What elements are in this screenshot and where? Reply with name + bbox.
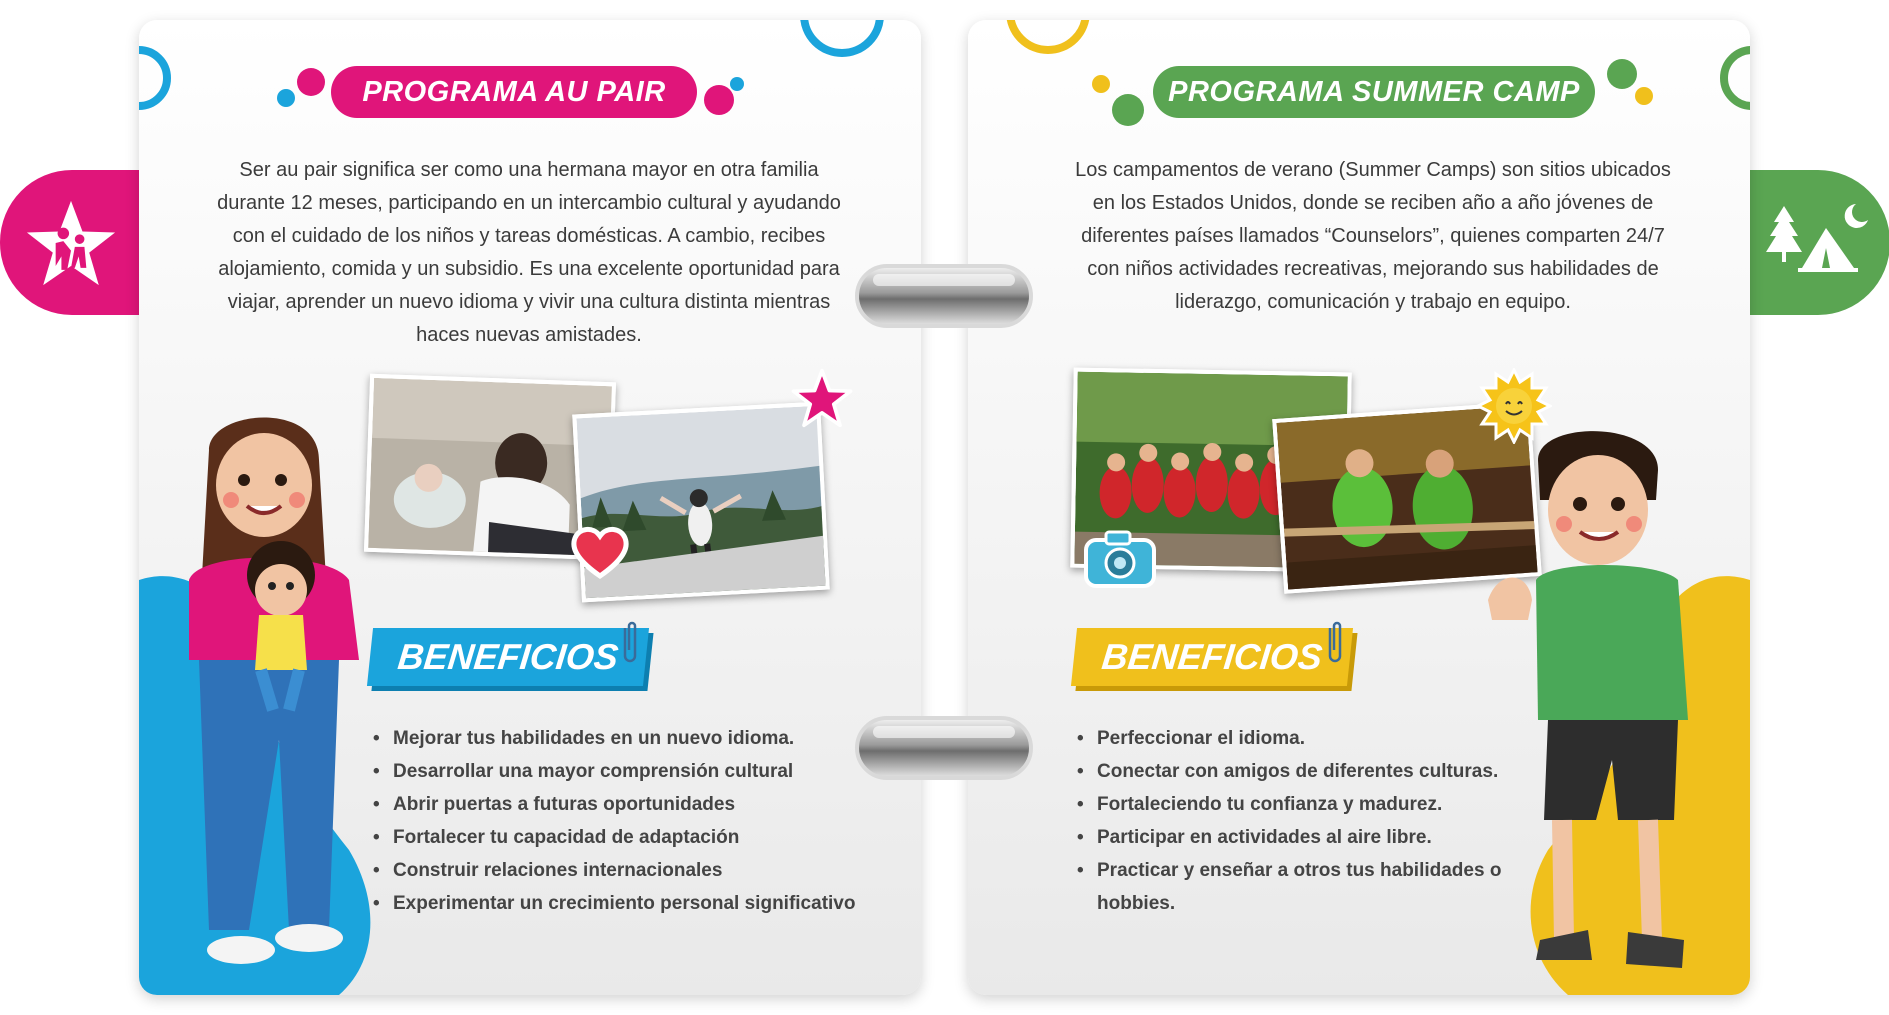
summer-camp-side-tab[interactable] bbox=[1748, 170, 1889, 315]
au-pair-benefits-heading: BENEFICIOS bbox=[367, 628, 649, 686]
camera-sticker-icon bbox=[1082, 526, 1158, 590]
paperclip-icon bbox=[619, 620, 641, 664]
list-item: • Fortalecer tu capacidad de adaptación bbox=[371, 821, 911, 854]
list-item: • Construir relaciones internacionales bbox=[371, 854, 911, 887]
list-item: • Practicar y enseñar a otros tus habilidades o hobbies. bbox=[1075, 854, 1515, 920]
au-pair-title: PROGRAMA AU PAIR bbox=[331, 66, 697, 118]
list-item: • Desarrollar una mayor comprensión cultural bbox=[371, 755, 911, 788]
summer-camp-title: PROGRAMA SUMMER CAMP bbox=[1153, 66, 1595, 118]
list-item: • Fortaleciendo tu confianza y madurez. bbox=[1075, 788, 1515, 821]
list-item: • Abrir puertas a futuras oportunidades bbox=[371, 788, 911, 821]
au-pair-page bbox=[139, 20, 921, 995]
list-item: • Experimentar un crecimiento personal significativo bbox=[371, 887, 911, 920]
au-pair-side-tab[interactable] bbox=[0, 170, 142, 315]
summer-camp-benefits-list bbox=[1075, 722, 1515, 920]
au-pair-description: Ser au pair significa ser como una hermana mayor en otra familia durante 12 meses, participando en un intercambio cultural y ayudando con el cuidado de los niños y tareas domésticas. A cambio, recibes alojamiento, comida y un subsidio. Es una excelente oportunidad para viajar, aprender un nuevo idioma y vivir una cultura distinta mientras haces nuevas amistades. bbox=[217, 159, 841, 346]
list-item: • Conectar con amigos de diferentes culturas. bbox=[1075, 755, 1515, 788]
family-star-icon bbox=[23, 197, 119, 289]
list-item: • Participar en actividades al aire libre. bbox=[1075, 821, 1515, 854]
summer-camp-description: Los campamentos de verano (Summer Camps) son sitios ubicados en los Estados Unidos, donde se reciben año a año jóvenes de diferentes países llamados “Counselors”, quienes comparten 24/7 con niños actividades recreativas, mejorando sus habilidades de liderazgo, comunicación y trabajo en equipo. bbox=[1075, 159, 1671, 313]
summer-camp-benefits-heading: BENEFICIOS bbox=[1071, 628, 1353, 686]
au-pair-benefits-list bbox=[371, 722, 911, 920]
binder-ring-top bbox=[853, 260, 1035, 332]
list-item: • Perfeccionar el idioma. bbox=[1075, 722, 1515, 755]
summer-camp-boy-illustration bbox=[1488, 420, 1728, 990]
list-item: • Mejorar tus habilidades en un nuevo idioma. bbox=[371, 722, 911, 755]
binder-ring-bottom bbox=[853, 712, 1035, 784]
heart-sticker-icon bbox=[569, 522, 631, 580]
paperclip-icon bbox=[1324, 620, 1346, 664]
star-sticker-icon bbox=[791, 368, 853, 428]
camp-tent-icon bbox=[1764, 198, 1874, 288]
summer-camp-page bbox=[968, 20, 1750, 995]
